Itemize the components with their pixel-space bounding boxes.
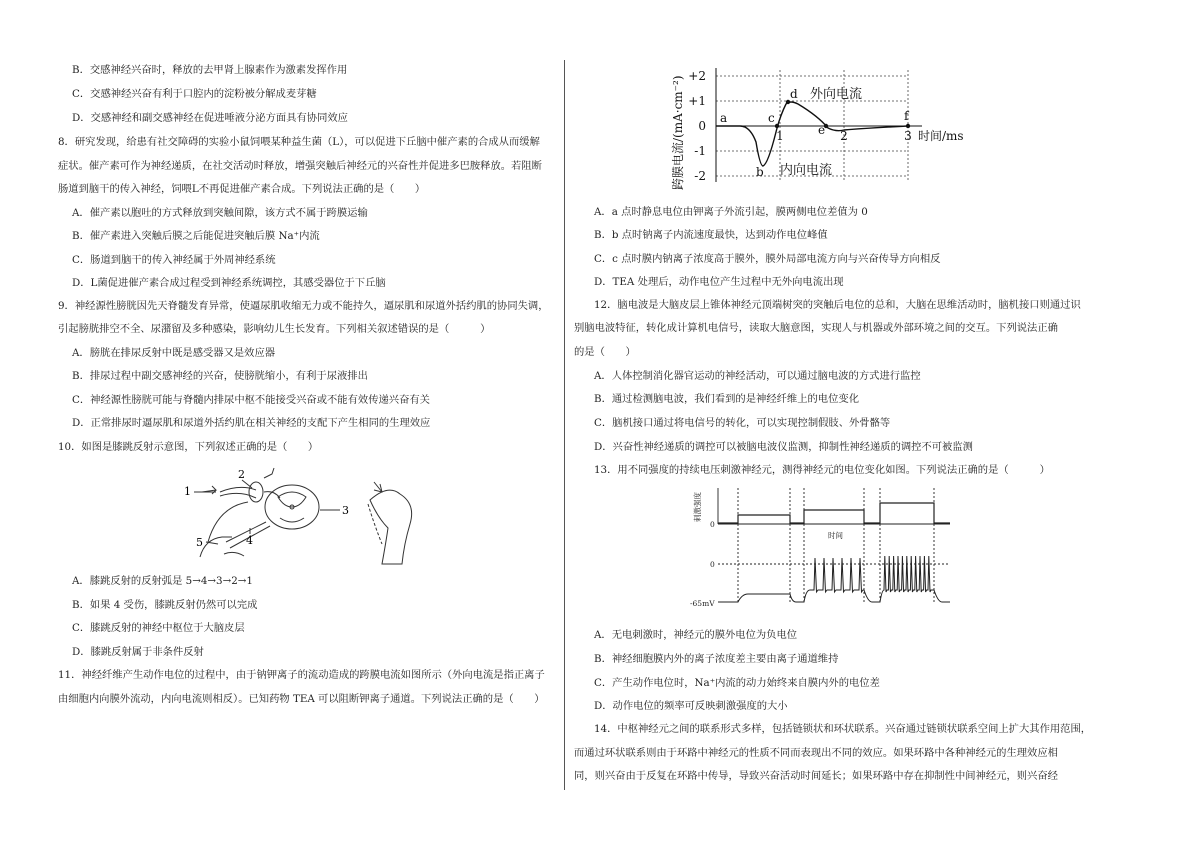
membrane-potential-trace <box>718 556 950 602</box>
figure-label-2: 2 <box>238 468 245 481</box>
bottom-rest-label: -65mV <box>690 599 715 608</box>
q9-option-a: A．膀胱在排尿反射中既是感受器又是效应器 <box>72 347 276 359</box>
y-tick: 0 <box>698 119 706 133</box>
figure-label-1: 1 <box>184 485 191 498</box>
column-divider <box>564 60 565 790</box>
q8-option-b: B．催产素进入突触后膜之后能促进突触后膜 Na⁺内流 <box>72 230 320 242</box>
bottom-zero-label: 0 <box>710 560 715 569</box>
point-markers <box>775 100 910 128</box>
q9-option-d: D．正常排尿时逼尿肌和尿道外括约肌在相关神经的支配下产生相同的生理效应 <box>72 417 431 429</box>
membrane-current-chart <box>668 62 988 198</box>
q12-stem-line: 12．脑电波是大脑皮层上锥体神经元顶端树突的突触后电位的总和，大脑在思维活动时，脑机接口则通过识 <box>594 299 1081 311</box>
stimulus-potential-figure <box>688 482 958 612</box>
x-axis-label: 时间/ms <box>918 129 964 143</box>
q14-stem-line: 同，则兴奋由于反复在环路中传导，导致兴奋活动时间延长；如果环路中存在抑制性中间神经元，则兴奋经 <box>574 770 1058 782</box>
y-tick: +1 <box>688 94 706 108</box>
q7-option-d: D．交感神经和副交感神经在促进唾液分泌方面具有协同效应 <box>72 112 348 124</box>
q8-stem-line: 症状。催产素可作为神经递质，在社交活动时释放，增强突触后神经元的兴奋性并促进多巴胺释放。若阻断 <box>58 160 542 172</box>
q11-option-c: C．c 点时膜内钠离子浓度高于膜外，膜外局部电流方向与兴奋传导方向相反 <box>594 253 941 265</box>
q10-stem: 10．如图是膝跳反射示意图，下列叙述正确的是（ ） <box>58 441 319 453</box>
q10-option-b: B．如果 4 受伤，膝跳反射仍然可以完成 <box>72 599 258 611</box>
q8-stem-line: 肠道到脑干的传入神经，饲喂L不再促进催产素合成。下列说法正确的是（ ） <box>58 183 426 195</box>
q12-option-c: C．脑机接口通过将电信号的转化，可以实现控制假肢、外骨骼等 <box>594 417 891 429</box>
inward-current-label: 内向电流 <box>780 163 833 178</box>
q13-option-c: C．产生动作电位时，Na⁺内流的动力始终来自膜内外的电位差 <box>594 677 880 689</box>
q13-option-d: D．动作电位的频率可反映刺激强度的大小 <box>594 700 788 712</box>
q11-stem-line: 由细胞内向膜外流动，内向电流则相反）。已知药物 TEA 可以阻断钾离子通道。下列说法正确的是（ ） <box>58 693 545 705</box>
top-y-label: 刺激强度 <box>693 492 702 522</box>
q11-option-b: B．b 点时钠离子内流速度最快，达到动作电位峰值 <box>594 229 828 241</box>
q12-option-a: A．人体控制消化器官运动的神经活动，可以通过脑电波的方式进行监控 <box>594 370 921 382</box>
y-tick: -2 <box>694 169 706 183</box>
q10-option-c: C．膝跳反射的神经中枢位于大脑皮层 <box>72 622 245 634</box>
y-tick: +2 <box>688 69 706 83</box>
point-label-b: b <box>756 165 764 179</box>
q7-option-b: B．交感神经兴奋时，释放的去甲肾上腺素作为激素发挥作用 <box>72 64 348 76</box>
q11-option-d: D．TEA 处理后，动作电位产生过程中无外向电流出现 <box>594 276 844 288</box>
figure-label-3: 3 <box>342 504 349 517</box>
q9-stem-line: 引起膀胱排空不全、尿潴留及多种感染，影响幼儿生长发育。下列相关叙述错误的是（ ） <box>58 323 491 335</box>
x-tick: 3 <box>904 129 912 143</box>
q13-stem: 13．用不同强度的持续电压刺激神经元，测得神经元的电位变化如图。下列说法正确的是（ ） <box>594 464 1050 476</box>
point-label-c: c <box>768 111 775 125</box>
current-curve <box>716 102 908 166</box>
x-tick: 1 <box>776 129 784 143</box>
q9-option-b: B．排尿过程中副交感神经的兴奋，使膀胱缩小，有利于尿液排出 <box>72 370 368 382</box>
q14-stem-line: 14．中枢神经元之间的联系形式多样，包括链锁状和环状联系。兴奋通过链锁状联系空间上扩大其作用范围， <box>594 723 1092 735</box>
q10-option-a: A．膝跳反射的反射弧是 5→4→3→2→1 <box>72 575 253 587</box>
point-label-d: d <box>790 87 798 101</box>
q8-option-a: A．催产素以胞吐的方式释放到突触间隙，该方式不属于跨膜运输 <box>72 207 368 219</box>
q12-stem-line: 别脑电波特征，转化成计算机电信号，读取大脑意图，实现人与机器或外部环境之间的交互。下列说法正确 <box>574 322 1058 334</box>
q9-stem-line: 9．神经源性膀胱因先天脊髓发育异常，使逼尿肌收缩无力或不能持久，逼尿肌和尿道外括约肌的协同失调， <box>58 300 549 312</box>
q8-stem-line: 8．研究发现，给患有社交障碍的实验小鼠饲喂某种益生菌（L），可以促进下丘脑中催产素的合成从而缓解 <box>58 136 540 148</box>
q7-option-c: C．交感神经兴奋有利于口腔内的淀粉被分解成麦芽糖 <box>72 88 317 100</box>
point-label-e: e <box>818 123 826 137</box>
q12-option-d: D．兴奋性神经递质的调控可以被脑电波仪监测，抑制性神经递质的调控不可被监测 <box>594 441 973 453</box>
q11-option-a: A．a 点时静息电位由钾离子外流引起，膜两侧电位差值为 0 <box>594 206 868 218</box>
point-label-a: a <box>720 111 728 125</box>
q12-option-b: B．通过检测脑电波，我们看到的是神经纤维上的电位变化 <box>594 393 859 405</box>
top-zero-label: 0 <box>710 520 715 529</box>
knee-jerk-reflex-figure <box>180 462 430 570</box>
stimulus-trace <box>718 503 950 523</box>
q13-option-a: A．无电刺激时，神经元的膜外电位为负电位 <box>594 629 798 641</box>
y-axis-label: 跨膜电流/(mA·cm⁻²) <box>671 75 685 190</box>
q13-option-b: B．神经细胞膜内外的离子浓度差主要由离子通道维持 <box>594 653 839 665</box>
q8-option-c: C．肠道到脑干的传入神经属于外周神经系统 <box>72 254 276 266</box>
q12-stem-line: 的是（ ） <box>574 346 636 358</box>
top-x-label: 时间 <box>828 531 843 540</box>
point-label-f: f <box>904 109 909 123</box>
figure-label-4: 4 <box>246 534 253 547</box>
q14-stem-line: 而通过环状联系则由于环路中神经元的性质不同而表现出不同的效应。如果环路中各种神经元的生理效应相 <box>574 747 1058 759</box>
outward-current-label: 外向电流 <box>810 87 863 102</box>
q8-option-d: D．L菌促进催产素合成过程受到神经系统调控，其感受器位于下丘脑 <box>72 277 386 289</box>
q9-option-c: C．神经源性膀胱可能与脊髓内排尿中枢不能接受兴奋或不能有效传递兴奋有关 <box>72 394 430 406</box>
q10-option-d: D．膝跳反射属于非条件反射 <box>72 646 204 658</box>
y-tick: -1 <box>694 144 706 158</box>
figure-label-5: 5 <box>196 536 203 549</box>
x-tick: 2 <box>840 129 848 143</box>
q11-stem-line: 11．神经纤维产生动作电位的过程中，由于钠钾离子的流动造成的跨膜电流如图所示（外向电流是指正离子 <box>58 669 545 681</box>
